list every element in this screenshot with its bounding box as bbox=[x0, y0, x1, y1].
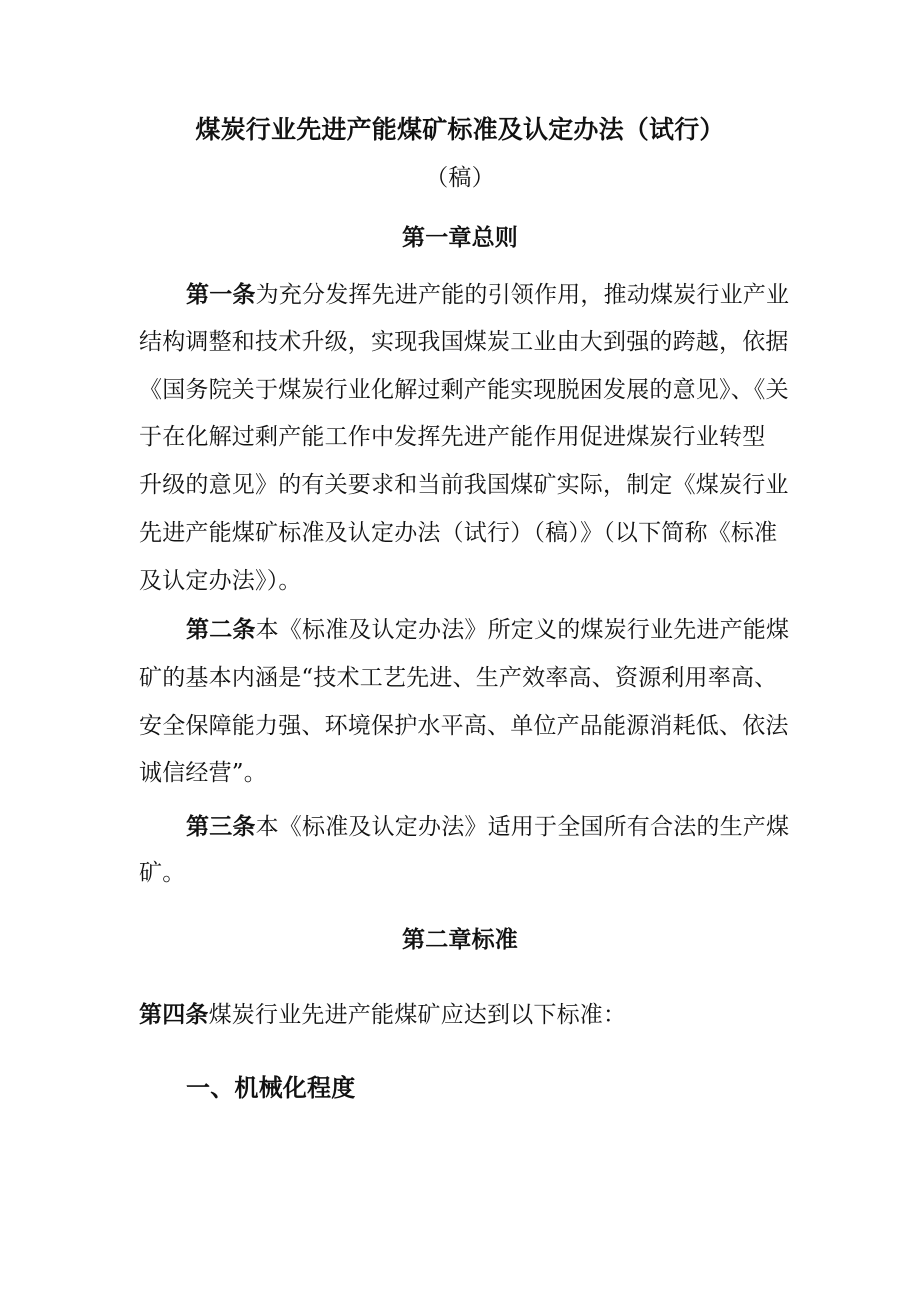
article-2-line: 安全保障能力强、环境保护水平高、单位产品能源消耗低、依法 bbox=[139, 713, 789, 739]
document-subtitle: （稿） bbox=[425, 165, 495, 191]
article-2-label: 第二条 bbox=[186, 616, 256, 643]
article-4-label: 第四条 bbox=[139, 1001, 209, 1028]
article-4-text: 煤炭行业先进产能煤矿应达到以下标准： bbox=[208, 1002, 627, 1028]
article-1-line: 升级的意见》的有关要求和当前我国煤矿实际，制定《煤炭行业 bbox=[139, 472, 789, 498]
article-3-line: 本《标准及认定办法》适用于全国所有合法的生产煤 bbox=[255, 814, 790, 840]
article-2-first-line bbox=[186, 615, 789, 645]
chapter-2-heading: 第二章标准 bbox=[402, 926, 518, 953]
article-2-line: 本《标准及认定办法》所定义的煤炭行业先进产能煤 bbox=[255, 617, 790, 643]
article-1-line: 《国务院关于煤炭行业化解过剩产能实现脱困发展的意见》、《关 bbox=[139, 377, 789, 403]
article-3-label: 第三条 bbox=[186, 813, 256, 840]
section-1-heading: 一、机械化程度 bbox=[186, 1073, 356, 1102]
article-1-line: 结构调整和技术升级，实现我国煤炭工业由大到强的跨越，依据 bbox=[139, 329, 789, 355]
article-3-line: 矿。 bbox=[139, 860, 186, 886]
article-4-line bbox=[139, 1000, 626, 1030]
chapter-1-heading: 第一章总则 bbox=[402, 224, 518, 251]
article-2-line: 矿的基本内涵是“技术工艺先进、生产效率高、资源利用率高、 bbox=[139, 665, 778, 691]
article-1-line: 为充分发挥先进产能的引领作用，推动煤炭行业产业 bbox=[255, 282, 790, 308]
document-title: 煤炭行业先进产能煤矿标准及认定办法（试行） bbox=[195, 115, 725, 144]
article-1-line: 于在化解过剩产能工作中发挥先进产能作用促进煤炭行业转型 bbox=[139, 424, 766, 450]
article-1-line: 及认定办法》）。 bbox=[139, 568, 302, 594]
article-1-first-line bbox=[186, 280, 789, 310]
article-2-line: 诚信经营”。 bbox=[139, 760, 267, 786]
article-3-first-line bbox=[186, 812, 789, 842]
article-1-label: 第一条 bbox=[186, 281, 256, 308]
article-1-line: 先进产能煤矿标准及认定办法（试行）（稿）》（以下简称《标准 bbox=[139, 520, 778, 546]
